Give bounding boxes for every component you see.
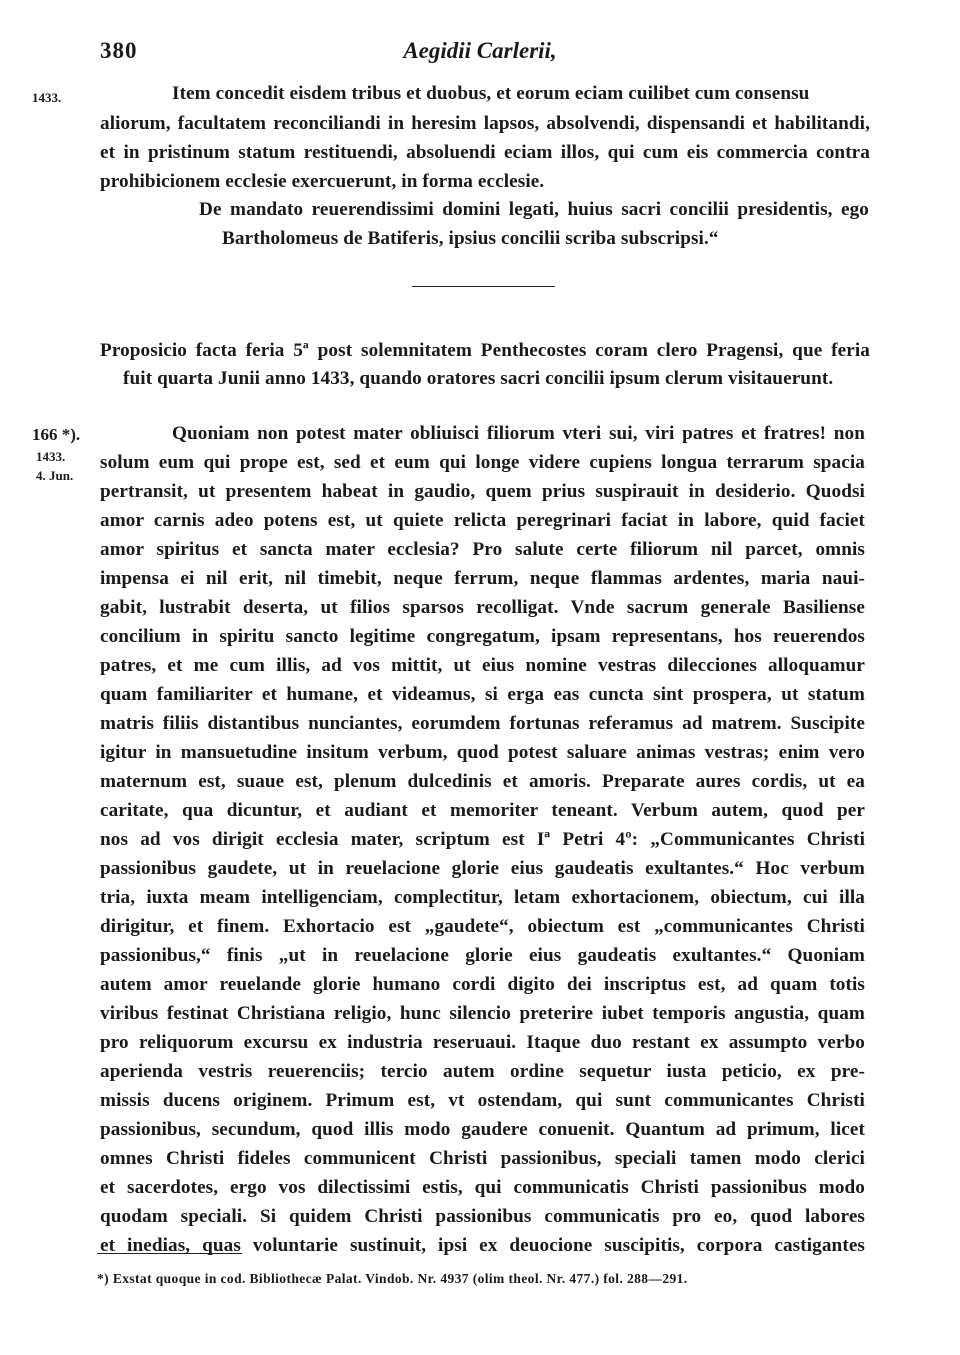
body-line: et inedias, quas voluntarie sustinuit, ipsi ex deuocione suscipitis, corpora castigantes <box>100 1235 865 1256</box>
body-line: amor carnis adeo potens est, ut quiete relicta peregrinari faciat in labore, quid faciet <box>100 510 865 531</box>
body-line: omnes Christi fideles communicent Christi passionibus, speciali tamen modo clerici <box>100 1148 865 1169</box>
body-line: patres, et me cum illis, ad vos mittit, ut eius nomine vestras dilecciones alloquamur <box>100 655 865 676</box>
body-line: gabit, lustrabit deserta, ut filios sparsos recolligat. Vnde sacrum generale Basiliense <box>100 597 865 618</box>
paragraph-line: aliorum, facultatem reconciliandi in heresim lapsos, absolvendi, dispensandi et habilitandi, <box>100 113 870 134</box>
paragraph-line: Item concedit eisdem tribus et duobus, et eorum eciam cuilibet cum consensu <box>172 83 810 104</box>
body-line: nos ad vos dirigit ecclesia mater, scriptum est Iª Petri 4º: „Communicantes Christi <box>100 829 865 850</box>
paragraph-line: et in pristinum statum restituendi, absoluendi eciam illos, qui cum eis commercia contra <box>100 142 870 163</box>
body-line: Quoniam non potest mater obliuisci filiorum vteri sui, viri patres et fratres! non <box>172 423 865 444</box>
body-line: passionibus gaudete, ut in reuelacione glorie eius gaudeatis exultantes.“ Hoc verbum <box>100 858 865 879</box>
body-line: solum eum qui prope est, sed et eum qui longe videre cupiens longua terrarum spacia <box>100 452 865 473</box>
body-line: matris filiis distantibus nunciantes, eorumdem fortunas referamus ad matrem. Suscipite <box>100 713 865 734</box>
body-line: amor spiritus et sancta mater ecclesia? Pro salute certe filiorum nil parcet, omnis <box>100 539 865 560</box>
signature-line: Bartholomeus de Batiferis, ipsius concilii scriba subscripsi.“ <box>222 228 719 249</box>
body-line: concilium in spiritu sancto legitime congregatum, ipsam representans, hos reuerendos <box>100 626 865 647</box>
body-line: passionibus, secundum, quod illis modo gaudere conuenit. Quantum ad primum, licet <box>100 1119 865 1140</box>
body-line: maternum est, suaue est, plenum dulcedinis et amoris. Preparate aures cordis, ut ea <box>100 771 865 792</box>
body-line: et sacerdotes, ergo vos dilectissimi estis, qui communicatis Christi passionibus modo <box>100 1177 865 1198</box>
margin-document-year: 1433. <box>36 449 66 464</box>
footnote: *) Exstat quoque in cod. Bibliothecæ Palat. Vindob. Nr. 4937 (olim theol. Nr. 477.) fol. 288—291. <box>97 1271 688 1286</box>
body-line: impensa ei nil erit, nil timebit, neque ferrum, neque flammas ardentes, maria naui- <box>100 568 865 589</box>
body-line: caritate, qua dicuntur, et audiant et memoriter teneant. Verbum autem, quod per <box>100 800 865 821</box>
body-line: quodam speciali. Si quidem Christi passionibus communicatis pro eo, quod labores <box>100 1206 865 1227</box>
margin-document-date: 4. Jun. <box>36 468 74 483</box>
margin-year: 1433. <box>32 90 62 105</box>
intro-line: Proposicio facta feria 5ª post solemnitatem Penthecostes coram clero Pragensi, que feria <box>100 340 870 361</box>
margin-document-number: 166 *). <box>32 425 81 444</box>
body-line: quam familiariter et humane, et videamus, si erga eas cuncta sint prospera, ut statum <box>100 684 865 705</box>
paragraph-line: prohibicionem ecclesie exercuerunt, in forma ecclesie. <box>100 171 545 192</box>
body-line: igitur in mansuetudine insitum verbum, quod potest saluare animas vestras; enim vero <box>100 742 865 763</box>
page-number: 380 <box>100 38 138 63</box>
body-line: passionibus,“ finis „ut in reuelacione glorie eius gaudeatis exultantes.“ Quoniam <box>100 945 865 966</box>
body-line: aperienda vestris reuerenciis; tercio autem ordine sequetur iusta peticio, ex pre- <box>100 1061 865 1082</box>
body-line: autem amor reuelande glorie humano cordi digito dei inscriptus est, ad quam totis <box>100 974 865 995</box>
running-title: Aegidii Carlerii, <box>403 38 557 63</box>
body-line: missis ducens originem. Primum est, vt ostendam, qui sunt communicantes Christi <box>100 1090 865 1111</box>
body-line: viribus festinat Christiana religio, hunc silencio preterire iubet temporis angustia, quam <box>100 1003 865 1024</box>
section-divider <box>412 286 555 287</box>
body-line: pertransit, ut presentem habeat in gaudio, quem prius suspirauit in desiderio. Quodsi <box>100 481 865 502</box>
body-line: tria, iuxta meam intelligenciam, complectitur, letam exhortacionem, obiectum, cui illa <box>100 887 865 908</box>
signature-line: De mandato reuerendissimi domini legati, huius sacri concilii presidentis, ego <box>199 199 869 220</box>
body-line: pro reliquorum excursu ex industria reseruaui. Itaque duo restant ex assumpto verbo <box>100 1032 865 1053</box>
body-line: dirigitur, et finem. Exhortacio est „gaudete“, obiectum est „communicantes Christi <box>100 916 865 937</box>
footnote-rule <box>97 1253 242 1254</box>
intro-line: fuit quarta Junii anno 1433, quando oratores sacri concilii ipsum clerum visitauerunt. <box>123 368 834 389</box>
